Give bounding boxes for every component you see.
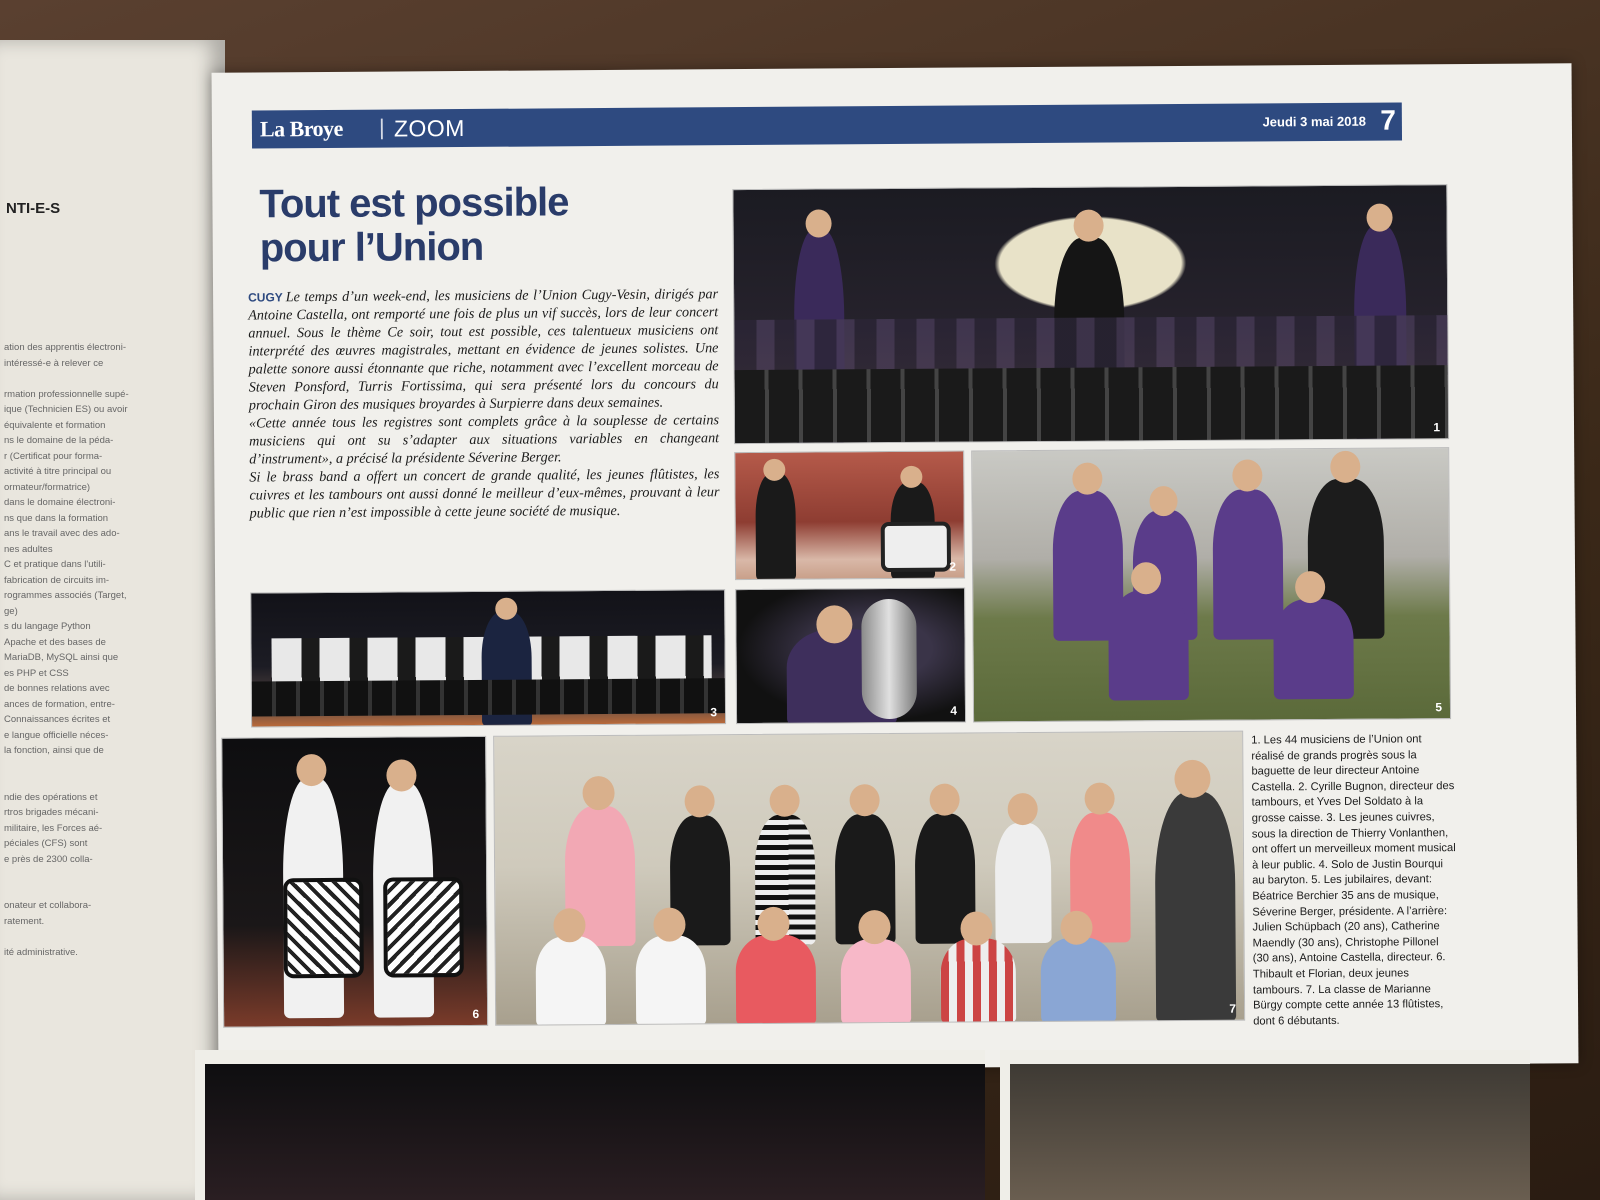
left-page-line: ratement. <box>4 915 45 927</box>
left-page-line: militaire, les Forces aé- <box>4 822 103 834</box>
caption-2: 2. Cyrille Bugnon, directeur des tambours, et Yves Del Soldato à la grosse caisse. <box>1251 779 1455 825</box>
photo-recorder-class <box>493 731 1245 1026</box>
article-body <box>248 285 720 522</box>
left-page-line: de bonnes relations avec <box>4 683 110 694</box>
left-page-line: rmation professionnelle supé- <box>4 388 129 400</box>
left-page-line: Connaissances écrites et <box>4 714 111 725</box>
left-page-line <box>4 929 194 945</box>
issue-date: Jeudi 3 mai 2018 <box>1262 113 1366 130</box>
left-page-line <box>4 759 194 775</box>
left-page-line: ns le domaine de la péda- <box>4 435 114 446</box>
next-page-photos <box>0 1050 1600 1200</box>
paragraph-1-text: Le temps d’un week-end, les musiciens de l’Union Cugy-Vesin, dirigés par Antoine Castella, ont remporté une fois de plus un vif succès, lors de leur concert annuel. Sous le thème Ce soir, tout est possible, ces talentueux musiciens ont interprété des œuvres magistrales, mettant en évidence de jeunes solistes. Une palette sonore aussi étonnante que riche, notamment avec l’excellent morceau de Steven Ponsford, Turris Fortissima, qui sera présenté lors du concours du prochain Giron des musiques broyardes à Surpierre dans deux semaines. <box>248 286 719 414</box>
left-page-line: MariaDB, MySQL ainsi que <box>4 652 119 663</box>
left-page-line <box>4 371 194 387</box>
left-page-line: ormateur/formatrice) <box>4 481 91 493</box>
left-page-line: dans le domaine électroni- <box>4 497 116 508</box>
caption-6: 6. Thibault et Florian, deux jeunes tambours. <box>1252 951 1446 997</box>
caption-1: 1. Les 44 musiciens de l’Union ont réalisé de grands progrès sous la baguette de leur directeur Antoine Castella. <box>1251 733 1422 794</box>
left-page-line <box>4 883 194 899</box>
photo-young-drummers <box>221 736 488 1028</box>
photo-number: 3 <box>710 705 718 720</box>
photo-choir <box>195 1050 985 1200</box>
left-page-line: ation des apprentis électroni- <box>4 342 126 353</box>
section-title: ZOOM <box>393 114 466 142</box>
left-page-line: e près de 2300 colla- <box>4 853 93 865</box>
left-page-line: ndie des opérations et <box>4 791 98 803</box>
left-page-line: rtros brigades mécani- <box>4 807 99 818</box>
photo-drummers-stage <box>734 451 965 581</box>
left-page-line: ité administrative. <box>4 946 78 958</box>
left-page-line: rogrammes associés (Target, <box>4 590 127 601</box>
newspaper-brand: La Broye <box>259 115 343 142</box>
photo-young-brass <box>250 589 726 727</box>
header-separator: | <box>378 114 385 140</box>
left-page-line: péciales (CFS) sont <box>4 838 88 849</box>
photo-band-concert <box>732 184 1449 444</box>
left-page-line: intéressé-e à relever ce <box>4 357 104 369</box>
left-page-line: nes adultes <box>4 543 53 555</box>
left-page-line: s du langage Python <box>4 621 91 632</box>
left-page-line: ans le travail avec des ado- <box>4 528 120 539</box>
newspaper-page <box>212 63 1579 1072</box>
left-page-line: es PHP et CSS <box>4 667 69 679</box>
paragraph-2: «Cette année tous les registres sont complets grâce à la souplesse de certains musiciens qui ont su s’adapter aux situations variables en changeant d’instrument», a précisé la présidente Séverine Berger. <box>248 412 720 468</box>
left-page-line: activité à titre principal ou <box>4 466 112 477</box>
left-page <box>0 40 225 1200</box>
left-page-line: ge) <box>4 605 18 617</box>
photo-number: 6 <box>472 1006 480 1021</box>
left-page-line: ique (Technicien ES) ou avoir <box>4 404 128 415</box>
article <box>247 154 1456 1032</box>
left-page-line: e langue officielle néces- <box>4 729 109 741</box>
photo-number: 5 <box>1435 700 1443 715</box>
caption-5: 5. Les jubilaires, devant: Béatrice Berchier 35 ans de musique, Séverine Berger, présidente. A l’arrière: Julien Schüpbach (20 ans), Catherine Maendly (30 ans), Christophe Pillonel (30 ans), Antoine Castella, directeur. <box>1252 873 1448 965</box>
left-page-text <box>4 340 194 960</box>
photo-number: 2 <box>949 559 957 574</box>
dateline: CUGY <box>248 290 283 305</box>
page-number: 7 <box>1380 104 1396 136</box>
left-page-line: C et pratique dans l'utili- <box>4 559 106 570</box>
left-page-line: ances de formation, entre- <box>4 698 115 710</box>
left-page-heading: NTI-E-S <box>6 200 61 217</box>
title-line-2: pour l’Union <box>259 224 484 271</box>
paragraph-3: Si le brass band a offert un concert de grande qualité, les jeunes flûtistes, les cuivres et les tambours ont aussi donné le meilleur d’eux-mêmes, prouvant à leur public que rien n’est impossible à cette jeune société de musique. <box>249 466 720 522</box>
photo-number: 1 <box>1433 420 1441 435</box>
left-page-line: onateur et collabora- <box>4 900 92 911</box>
caption-7: 7. La classe de Marianne Bürgy compte cette année 13 flûtistes, dont 6 débutants. <box>1253 982 1444 1028</box>
left-page-line <box>4 774 194 790</box>
photo-number: 7 <box>1229 1001 1237 1016</box>
left-page-line: r (Certificat pour forma- <box>4 450 103 462</box>
photo-jubilaires <box>971 447 1451 722</box>
photo-audience <box>1000 1050 1530 1200</box>
article-title <box>259 179 720 270</box>
left-page-line <box>4 867 194 883</box>
left-page-line: ns que dans la formation <box>4 512 109 524</box>
paragraph-1 <box>248 285 719 414</box>
photo-number: 4 <box>950 703 958 718</box>
photo-captions <box>1251 732 1458 1030</box>
caption-4: 4. Solo de Justin Bourqui au baryton. <box>1252 857 1444 887</box>
left-page-line: fabrication de circuits im- <box>4 574 110 586</box>
title-line-1: Tout est possible <box>259 180 569 227</box>
photo-baritone-solo <box>735 588 966 725</box>
left-page-line: Apache et des bases de <box>4 636 106 648</box>
left-page-line: équivalente et formation <box>4 419 106 431</box>
left-page-line: la fonction, ainsi que de <box>4 745 104 756</box>
caption-3: 3. Les jeunes cuivres, sous la direction de Thierry Vonlanthen, ont offert un merveilleux moment musical à leur public. <box>1251 811 1456 872</box>
page-header <box>252 102 1402 148</box>
